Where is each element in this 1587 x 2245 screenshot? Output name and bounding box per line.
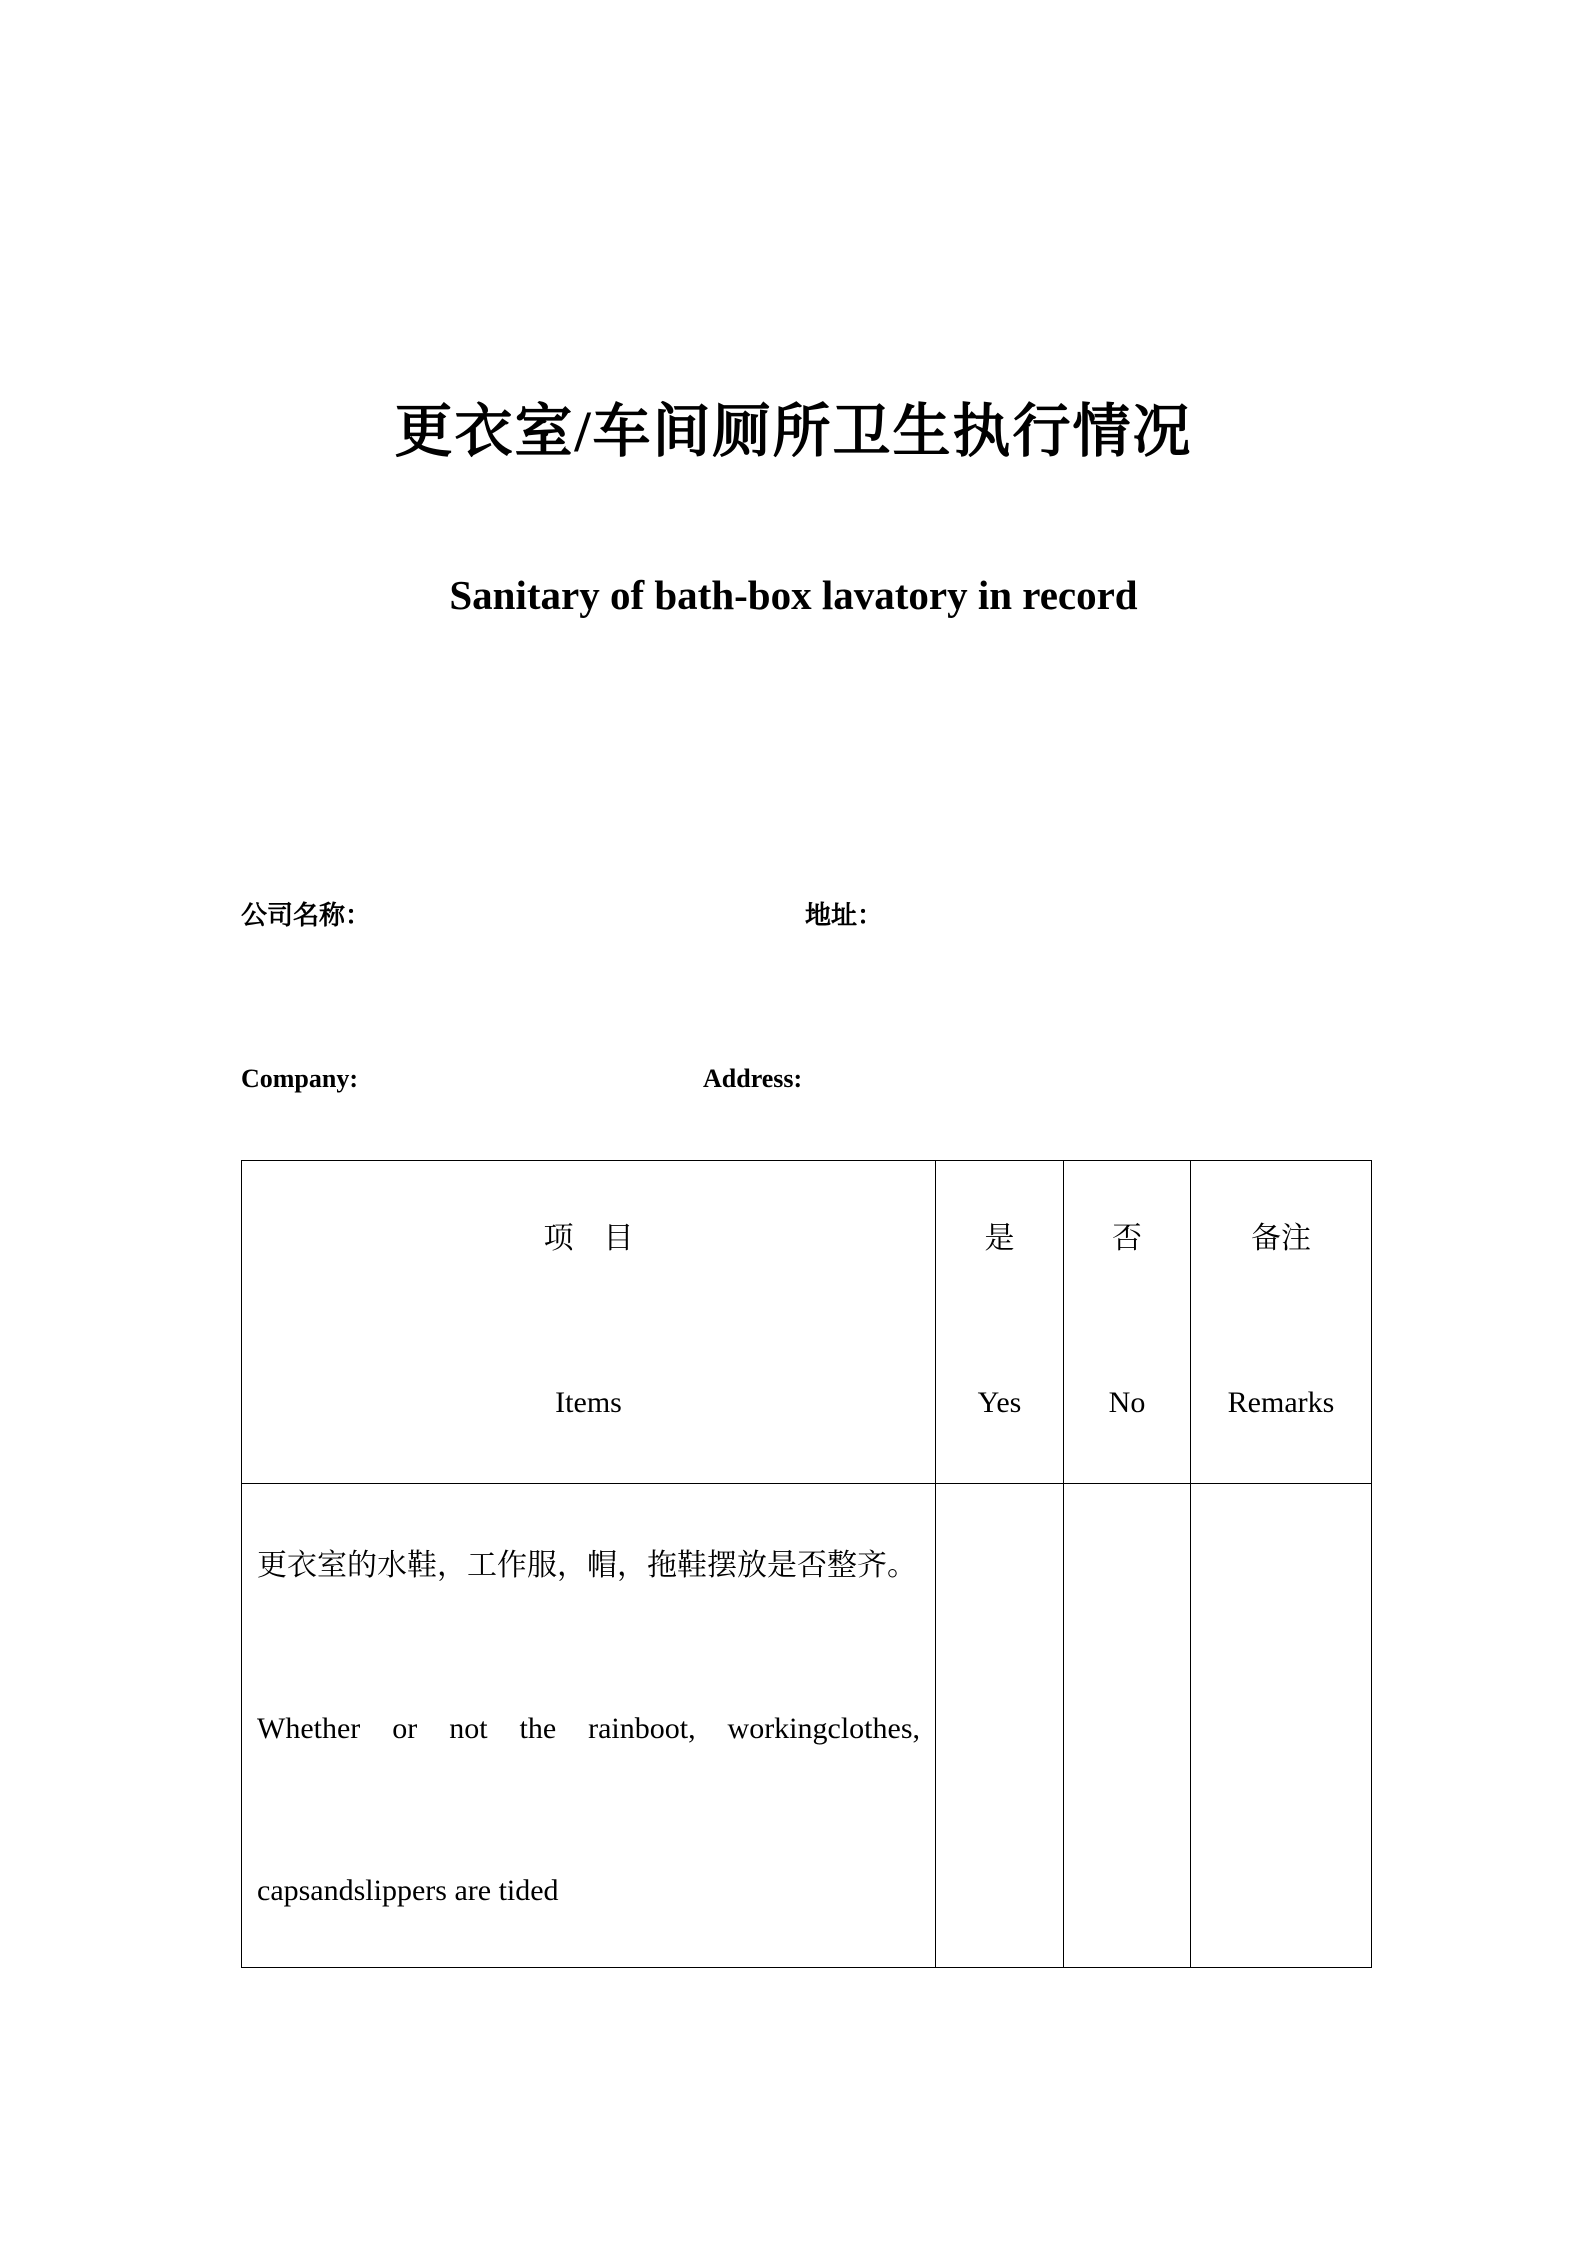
header-remarks-en: Remarks: [1227, 1386, 1335, 1419]
header-remarks-cn: 备注: [1251, 1222, 1311, 1255]
header-remarks: [1191, 1161, 1372, 1484]
table-header-row: [242, 1161, 1372, 1484]
header-yes-en: Yes: [977, 1386, 1022, 1419]
header-no: [1064, 1161, 1191, 1484]
header-no-en: No: [1108, 1386, 1146, 1419]
company-name-label-cn: 公司名称：: [241, 901, 372, 930]
item-word: rainboot,: [588, 1712, 696, 1745]
company-label-en: Company:: [241, 1064, 359, 1093]
header-items-cn: 项 目: [543, 1222, 634, 1255]
item-word: workingclothes,: [727, 1712, 920, 1745]
remarks-cell[interactable]: [1191, 1484, 1372, 1968]
header-yes-cn: 是: [984, 1222, 1015, 1255]
yes-cell[interactable]: [936, 1484, 1064, 1968]
item-word: the: [519, 1712, 557, 1745]
header-no-cn: 否: [1112, 1222, 1142, 1255]
page-title-chinese: 更衣室/车间厕所卫生执行情况: [394, 399, 1193, 464]
item-word: or: [392, 1712, 418, 1745]
item-word: not: [449, 1712, 488, 1745]
header-items: [242, 1161, 936, 1484]
no-cell[interactable]: [1064, 1484, 1191, 1968]
table-row: [242, 1484, 1372, 1968]
item-word: Whether: [257, 1712, 361, 1745]
item-description-cn: 更衣室的水鞋，工作服，帽，拖鞋摆放是否整齐。: [257, 1549, 917, 1582]
header-items-en: Items: [555, 1386, 622, 1419]
address-label-cn: 地址：: [805, 901, 884, 930]
page-title-english: Sanitary of bath-box lavatory in record: [449, 572, 1138, 618]
item-description-en-line2: capsandslippers are tided: [257, 1874, 559, 1907]
item-description-en-line1: [257, 1709, 920, 1749]
address-label-en: Address:: [703, 1064, 803, 1093]
record-table: [241, 1160, 1372, 1968]
item-cell: [242, 1484, 936, 1968]
header-yes: [936, 1161, 1064, 1484]
